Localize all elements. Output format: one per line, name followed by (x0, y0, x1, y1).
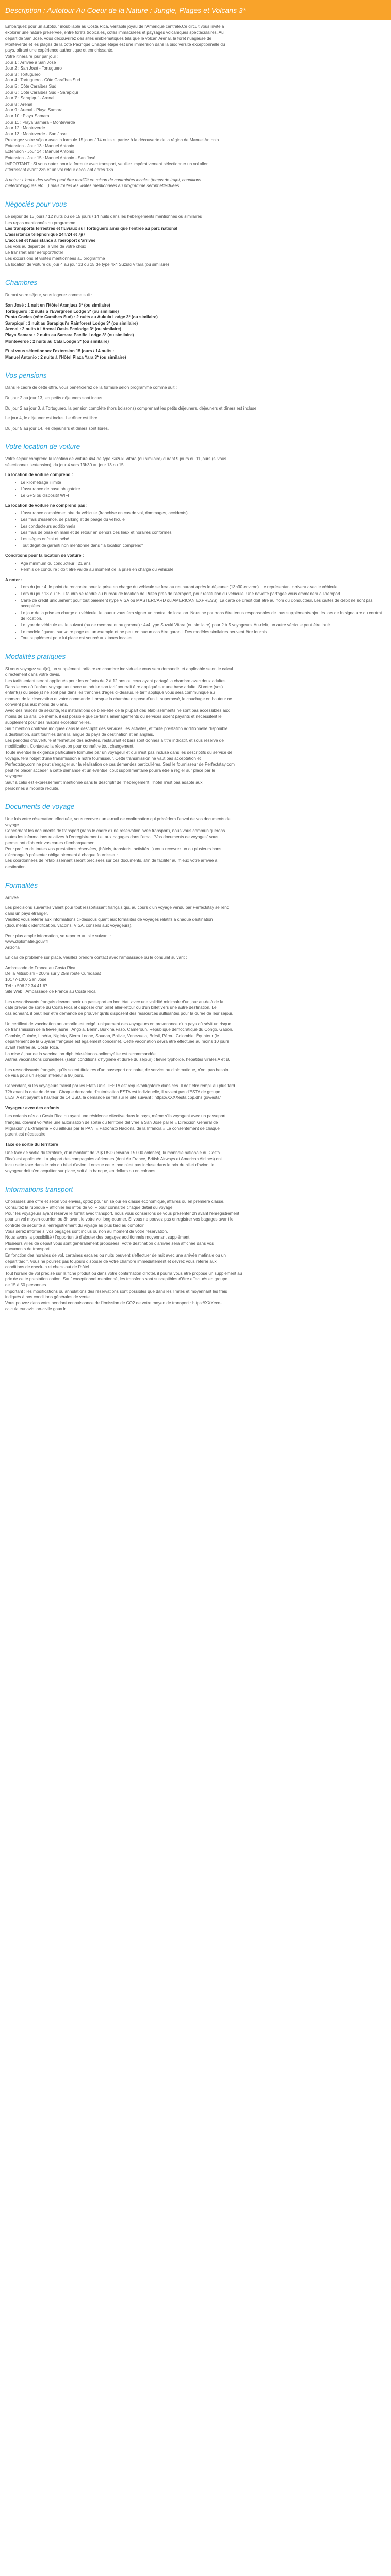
list-item: • Les sièges enfant et bébé (21, 536, 386, 543)
pension-text: Du jour 5 au jour 14, les déjeuners et dîners sont libres. (5, 426, 109, 431)
modalites-line: moins de 16 ans. De même, il est possible que certains aménagements ou services soient payants et nécessitent le (5, 714, 222, 719)
formalites-line: inclu cette taxe dans le prix du billet d'avion. Lorsque cette taxe n'est pas incluse dans le prix du billet d'avion, le (5, 1162, 215, 1167)
formalites-line: de transmission de la fièvre jaune : Angola, Bénin, Burkina Faso, Cameroun, République démocratique du Congo, Gabon, (5, 1027, 233, 1032)
itinerary-day: Jour 5 : Côte Caraïbes Sud (5, 83, 57, 89)
list-item: • Le GPS ou dispositif WIFI (21, 493, 386, 499)
docs-line: Une fois votre réservation effectuée, vous recevrez un e-mail de confirmation qui précédera l'envoi de vos documents de (5, 817, 231, 822)
docs-line: Pour profiter de toutes vos prestations réservées, (hôtels, transferts, activités...) vous recevrez un ou plusieurs bons (5, 846, 222, 852)
formalites-line: Les ressortissants français devront avoir un passeport en bon état, avec une validité minimale d'un jour au-delà de la (5, 999, 224, 1004)
chambres-block (5, 292, 386, 360)
transport-line: Pour les voyageurs ayant réservé le forfait avec transport, nous vous conseillons de vous présenter 2h avant l'enregistrement (5, 1211, 239, 1216)
section-title-inclus: Nègociés pour vous (5, 200, 67, 209)
formalites-line: Rica) est appliquée. La plupart des compagnies aériennes (dont Air France, British Airways et American Airlines) ont (5, 1156, 222, 1161)
inclus-item: Les transports terrestres et fluviaux sur Tortuguero ainsi que l'entrée au parc national (5, 226, 177, 231)
hotel-row: Tortuguero : 2 nuits à l'Evergreen Lodge 3* (ou similaire) (5, 309, 119, 314)
itinerary-day: Jour 11 : Playa Samara - Monteverde (5, 120, 75, 125)
extension-title: Et si vous sélectionnez l'extension 15 jours / 14 nuits : (5, 349, 115, 354)
modalites-line: Les tarifs enfant seront appliqués pour les enfants de 2 à 12 ans ou ceux ayant partagé la chambre avec deux adultes. (5, 678, 227, 683)
transport-line: Consultez la rubrique « affichier les infos de vol » pour connaître chaque détail du voyage. (5, 1205, 174, 1210)
intro-line: pays, offrant une expérience authentique et enrichissante. (5, 48, 114, 53)
voiture-inc-list (5, 480, 386, 499)
embassy-line: De la Mitsubishi - 200m sur y 25m route Curridabat (5, 971, 101, 976)
formalites-line: Une taxe de sortie du territoire, d'un montant de 29$ USD (environ 15 000 colones), la monnaie nationale du Costa (5, 1150, 220, 1156)
list-item: • Lors du jour 13 ou 15, il faudra se rendre au bureau de location de Ruteo près de l'aéroport, pour restitution du véhicule. Une navette partagée vous emmènera à l'aéroport. (21, 591, 386, 597)
transport-line: Tout horaire de vol précisé sur la fiche produit ou dans votre confirmation d'hôtel, il pourra vous être proposé un supplément au (5, 1270, 242, 1276)
formalites-line: Arizona (5, 945, 20, 950)
voiture-cond-list (5, 561, 386, 573)
modalites-block (5, 666, 386, 791)
exit-tax-title: Taxe de sortie du territoire (5, 1142, 58, 1147)
chambres-intro: Durant votre séjour, vous logerez comme suit : (5, 293, 92, 298)
modalites-line: Toute éventuelle exigence particulière formulée par un voyageur et qui n'est pas incluse dans les descriptifs du service de (5, 750, 233, 755)
important-note: IMPORTANT : Si vous optez pour la formule avec transport, veuillez impérativement sélectionner un vol aller (5, 161, 208, 166)
important-note: atterrissant avant 23h et un vol retour décollant après 13h. (5, 167, 115, 173)
transport-line: Vous pouvez dans votre pendant connaissance de l'émission de CO2 de votre moyen de transport : https://XXXeco- (5, 1300, 222, 1306)
list-item: • Carte de crédit uniquement pour tout paiement (type VISA ou MASTERCARD ou AMERICAN EXPRESS). La carte de crédit doit être au nom du conducteur. Les cartes de débit ne sont pas acceptées. (21, 598, 386, 609)
modalites-line: Les périodes d'ouverture et fermeture des activités, restaurant et bars sont donnés à titre indicatif, et sous réserve de (5, 738, 224, 743)
transport-block (5, 1199, 386, 1312)
pensions-block (5, 385, 386, 431)
inclus-item: L'assistance téléphonique 24h/24 et 7j/7 (5, 232, 86, 237)
voiture-cond-title: Conditions pour la location de voiture : (5, 553, 84, 558)
modalites-line: convient pas aux moins de 6 ans. (5, 702, 68, 707)
transport-line: pour un vol moyen-courrier, ou 3h avant le votre vol long-courrier. Si vous ne pouvez pas enregistrer vos bagages avant le (5, 1217, 234, 1222)
inclus-item: Le séjour de 13 jours / 12 nuits ou de 15 jours / 14 nuits dans les hébergements mentionnés ou similaires (5, 214, 202, 219)
formalites-line: dans un pays étranger. (5, 911, 48, 916)
modalites-line: moment de la réservation et votre commande. Lorsque la chambre dispose d'un lit superposé, le couchage en hauteur ne (5, 696, 232, 701)
intro-line: Monteverde et les plages de la côte Pacifique.Chaque étape est une immersion dans la biodiversité exceptionnelle du (5, 42, 225, 47)
extension-day: Extension - Jour 13 : Manuel Antonio (5, 143, 74, 148)
modalites-line: modification. Contactez la réception pour connaître tout changement. (5, 744, 135, 749)
extension-day: Extension - Jour 15 : Manuel Antonio - San José (5, 156, 96, 161)
itinerary-day: Jour 9 : Arenal - Playa Samara (5, 108, 63, 113)
docs-line: permettant d'obtenir vos cartes d'embarquement. (5, 840, 97, 845)
modalites-line: Perfectstay.com ne peut s'engager sur la réalisation de ces demandes particulières. Seul le fournisseur de Perfectstay.com (5, 762, 235, 767)
transport-line: documents de transport. (5, 1247, 51, 1252)
formalites-line: voyageur doit s'en acquitter sur place, soit à la banque, en dollars ou en colones. (5, 1168, 157, 1174)
section-title-documents: Documents de voyage (5, 803, 75, 811)
inclus-block (5, 214, 386, 267)
transport-line: contrôle de sécurité à l'enregistrement du voyage au plus tard au comptoir. (5, 1223, 145, 1228)
docs-line: destination. (5, 864, 27, 869)
list-item: • Les frais d'essence, de parking et de péage du véhicule (21, 517, 386, 523)
itinerary-day: Jour 8 : Arenal (5, 101, 32, 107)
list-item: • Age minimum du conducteur : 21 ans (21, 561, 386, 567)
embassy-line: Site Web : Ambassade de France au Costa Rica (5, 989, 96, 994)
modalites-line: supplément pour des raisons exceptionnelles. (5, 720, 91, 725)
formalites-line: Les précisions suivantes valent pour tout ressortissant français qui, au cours d'un voyage vendu par Perfectstay se rend (5, 905, 230, 910)
page-title: Description : Autotour Au Coeur de la Nature : Jungle, Plages et Volcans 3* (0, 0, 391, 20)
inclus-item: Les vols au départ de la ville de votre choix (5, 244, 86, 249)
formalites-line: département de la Guyane française est également concerné). Cette vaccination devra être effectuée au moins 10 jours (5, 1039, 230, 1044)
hotel-row: San José : 1 nuit en l'Hôtel Aranjuez 3* (ou similaire) (5, 302, 110, 308)
formalites-line: Autres vaccinations conseillées (selon conditions d'hygiène et durée du séjour) : fièvre typhoïde, hépatites virales A et B. (5, 1057, 230, 1062)
modalites-line: Sauf à celui est expressément mentionné dans le descriptif de l'hébergement, l'hôtel n'est pas adapté aux (5, 780, 203, 785)
modalites-line: Dans le cas où l'enfant voyage seul avec un adulte son tarif pourrait être appliqué sur une base adulte. Si votre (vos) (5, 684, 223, 689)
formalites-subtitle: Arrivee (5, 895, 19, 900)
section-title-chambres: Chambres (5, 279, 38, 287)
inclus-item: Les excursions et visites mentionnées au programme (5, 256, 105, 261)
formalites-block (5, 895, 386, 1174)
modalites-line: voyage, fera l'objet d'une transmission à notre fournisseur. Cette transmission ne vaut pas acceptation et (5, 756, 201, 761)
formalites-line: Pour plus ample information, se reporter au site suivant : (5, 933, 111, 938)
docs-line: Les coordonnées de l'établissement seront précisées sur ces documents, afin de faciliter au mieux votre arrivée à (5, 858, 218, 863)
inclus-item: Le transfert aller aéroport/hôtel (5, 250, 63, 255)
children-title: Voyageur avec des enfants (5, 1105, 59, 1110)
inclus-item: Les repas mentionnés au programme (5, 220, 76, 225)
list-item: • Les conducteurs additionnels (21, 523, 386, 530)
itinerary-day: Jour 7 : Sarapiquí - Arenal (5, 96, 55, 101)
voiture-note-title: A noter : (5, 577, 23, 582)
docs-line: d'échange à présenter obligatoirement à chaque fournisseur. (5, 852, 119, 857)
formalites-line: Veuillez vous référer aux informations ci-dessous quant aux formalités de voyages relatifs à chaque destination (5, 917, 213, 922)
formalites-line: Les ressortissants français, qu'ils soient titulaires d'un passeport ordinaire, de service ou diplomatique, n'ont pas besoin (5, 1067, 229, 1072)
formalites-line: Un certificat de vaccination antiamarile est exigé, uniquement des voyageurs en provenance d'un pays où sévit un risque (5, 1021, 232, 1026)
extension-day: Extension - Jour 14 : Manuel Antonio (5, 149, 74, 155)
hotel-row: Playa Samara : 2 nuits au Samara Pacific Lodge 3* (ou similaire) (5, 332, 134, 337)
content (0, 24, 391, 1323)
hotel-row: Sarapiquí : 1 nuit au Sarapiquí's Rainforest Lodge 3* (ou similaire) (5, 320, 138, 326)
section-title-formalites: Formalités (5, 881, 38, 889)
itinerary-day: Jour 1 : Arrivée à San José (5, 60, 56, 65)
embassy-line: Tél : +506 22 34 41 67 (5, 983, 48, 988)
formalites-line: L'ESTA est payant à hauteur de 14 USD, la demande se fait sur le site suivant : https://XXXXesta.cbp.dhs.gov/esta/ (5, 1095, 221, 1100)
embassy-line: Ambassade de France au Costa Rica (5, 965, 76, 970)
itinerary-day: Jour 3 : Tortuguero (5, 72, 41, 77)
formalites-line: (documents d'identification, vaccins, VISA, conseils aux voyageurs). (5, 923, 133, 928)
voiture-note-list (5, 584, 386, 641)
formalites-line: Migración y Extranjería » ou ailleurs par le PANI « Patronato Nacional de la Infancia » Le consentement de chaque (5, 1126, 220, 1131)
voiture-exc-title: La location de voiture ne comprend pas : (5, 503, 88, 508)
formalites-line: 72h avant la date de départ. Chaque demande d'autorisation ESTA est individuelle, il revient pas d'ESTA de groupe. (5, 1089, 222, 1094)
list-item: • Lors du jour 4, le point de rencontre pour la prise en charge du véhicule se fera au restaurant après le déjeuner (13h30 environ). Le représentant arrivera avec le véhicule. (21, 584, 386, 590)
modalites-line: peut ne placer accéder à cette demande et un éventuel coût supplémentaire pourra être à régler sur place par le (5, 768, 215, 773)
itinerary-day: Jour 6 : Côte Caraïbes Sud - Sarapiquí (5, 90, 78, 95)
hotel-row: Arenal : 2 nuits à l'Arenal Oasis Ecolodge 3* (ou similaire) (5, 327, 121, 332)
list-item: • L'assurance complémentaire du véhicule (franchise en cas de vol, dommages, accidents). (21, 510, 386, 516)
transport-line: départ tardif. Vous ne pourrez pas toujours disposer de votre chambre immédiatement et devrez vous référer aux (5, 1259, 217, 1264)
list-item: • Le type de véhicule est le suivant (ou de membre et ou gamme) : 4x4 type Suzuki Vitara (ou similaire) pour 2 à 5 voyageurs. Au-delà, un autre véhicule peut être loué. (21, 622, 386, 629)
voiture-text: Votre séjour comprend la location de voiture 4x4 de type Suzuki Vitara (ou similaire) durant 9 jours ou 11 jours (si vous (5, 456, 226, 462)
list-item: • Permis de conduire : doit être valide au moment de la prise en charge du véhicule (21, 567, 386, 573)
itinerary-day: Jour 13 : Monteverde - San Jose (5, 131, 67, 137)
formalites-line: avant l'entrée au Costa Rica. (5, 1045, 59, 1050)
formalites-line: français, doivent voir/être une autorisation de sortie du territoire délivrée à San José par le « Dirección General de (5, 1120, 218, 1125)
pension-text: Dans le cadre de cette offre, vous bénéficierez de la formule selon programme comme suit : (5, 385, 177, 391)
list-item: • Tout supplément pour lui place est sourcé aux taxes locales. (21, 635, 386, 641)
extension-intro: Prolongez votre séjour avec la formule 15 jours / 14 nuits et partez à la découverte de la région de Manuel Antonio. (5, 138, 220, 143)
itinerary-day: Jour 4 : Tortuguero - Côte Caraïbes Sud (5, 78, 80, 83)
hotel-row: Manuel Antonio : 2 nuits à l'Hôtel Plaza Yara 3* (ou similaire) (5, 354, 126, 360)
transport-line: En fonction des horaires de vol, certaines escales ou nuits peuvent s'effectuer de nuit avec une arrivée matinale ou un (5, 1253, 226, 1258)
docs-line: voyage. (5, 822, 20, 827)
itinerary-day: Jour 10 : Playa Samara (5, 113, 50, 118)
formalites-line: parent est nécessaire. (5, 1132, 47, 1137)
modalites-line: voyageur. (5, 774, 24, 779)
list-item: • Le modèle figurant sur votre page est un exemple et ne peut en aucun cas être garanti. Des modèles similaires peuvent être fournis. (21, 629, 386, 635)
co2-link[interactable]: calculateur.aviation-civile.gouv.fr (5, 1307, 66, 1312)
voiture-text: sélectionnez l'extension), du jour 4 vers 13h30 au jour 13 ou 15. (5, 462, 125, 467)
modalites-line: personnes à mobilité réduite. (5, 786, 60, 791)
section-title-voiture: Votre location de voiture (5, 443, 80, 451)
transport-line: conditions de check-in et check-out de l'hôtel. (5, 1265, 90, 1270)
order-note: météorologiques etc ...) mais toutes les visites mentionnées au programme seront effectuées. (5, 183, 181, 189)
pension-text: Du jour 2 au jour 13, les petits déjeuners sont inclus. (5, 395, 104, 400)
order-note: A noter : L'ordre des visites peut être modifié en raison de contraintes locales (temps de trajet, conditions (5, 177, 201, 182)
transport-line: Choisissez une offre et selon vos envies, optez pour un séjour en classe économique, affaires ou en première classe. (5, 1199, 225, 1204)
list-item: • L'assurance de base obligatoire (21, 486, 386, 493)
modalites-line: Sauf mention contraire indiquée dans le descriptif des services, les activités, et toute prestation additionnelle disponible (5, 726, 228, 731)
section-title-transport: Informations transport (5, 1185, 73, 1193)
inclus-item: La location de voiture du jour 4 au jour 13 ou 15 de type 4x4 Suzuki Vitara (ou similaire) (5, 262, 169, 267)
documents-block (5, 816, 386, 870)
formalites-line: Gambie, Guinée, Libéria, Nigéria, Sierra Leone, Soudan, Bolivie, Venezuela, Brésil, Pérou, Colombie, Équateur (le (5, 1033, 219, 1038)
transport-line: Important : les modifications ou annulations des réservations sont possibles que dans les limites et moyennant les frais (5, 1289, 227, 1294)
transport-line: de 15 à 50 personnes. (5, 1283, 47, 1287)
formalites-line: de visa pour un séjour inférieur à 90 jours. (5, 1073, 84, 1078)
intro-line: explorer une nature préservée, entre forêts tropicales, côtes immaculées et paysages volcaniques spectaculaires. Au (5, 30, 224, 35)
modalites-line: Si vous voyagez seul(e), un supplément tarifaire en chambre individuelle vous sera demandé, et applicable selon le calcul (5, 666, 233, 671)
formalites-line: date prévue de sortie du Costa Rica et disposer d'un billet aller-retour ou d'un billet vers une autre destination. Le (5, 1005, 217, 1010)
hotel-row: Monteverde : 2 nuits au Cala Lodge 3* (ou similaire) (5, 338, 109, 344)
itinerary-day: Jour 12 : Monteverde (5, 126, 45, 131)
itinerary-day: Jour 2 : San José - Tortuguero (5, 66, 62, 71)
transport-line: Plusieurs villes de départ vous sont généralement proposées. Votre destination d'arrivée sera affichée dans vos (5, 1241, 214, 1246)
list-item: • Les frais de prise en main et de retour en dehors des lieux et horaires conformes (21, 530, 386, 536)
list-item: • Le jour de la prise en charge du véhicule, le loueur vous fera signer un contrat de location. Nous ne pourrons être tenus responsables de tous suppléments ajoutés lors de la signature du contrat de location. (21, 610, 386, 622)
pension-text: Du jour 2 au jour 3, à Tortuguero, la pension complète (hors boissons) comprenant les petits déjeuners, déjeuners et dîners est incluse. (5, 405, 258, 411)
modalites-line: à destination, sont fournies dans la langue du pays de destination et en anglais. (5, 732, 154, 737)
intro-line: Embarquez pour un autotour inoubliable au Costa Rica, véritable joyau de l'Amérique centrale.Ce circuit vous invite à (5, 24, 224, 29)
modalites-line: directement dans votre devis. (5, 672, 60, 677)
formalites-line: En cas de problème sur place, veuillez prendre contact avec l'ambassade ou le consulat suivant : (5, 955, 187, 960)
transport-line: Nous avons la possibilité / l'opportunité d'ajouter des bagages additionnels moyennant supplément. (5, 1235, 191, 1240)
docs-line: toutes les informations relatives à l'enregistrement et aux bagages dans l'email "Vos documents de voyages" vous (5, 834, 219, 839)
transport-line: indiqués à nos conditions générales de vente. (5, 1295, 91, 1300)
docs-line: Concernant les documents de transport (dans le cadre d'une réservation avec transport), nous vous communiquerons (5, 828, 225, 834)
voiture-exc-list (5, 510, 386, 549)
voiture-inc-title: La location de voiture comprend : (5, 472, 73, 478)
formalites-line: Les enfants nés au Costa Rica ou ayant une résidence effective dans le pays, même s'ils voyagent avec un passeport (5, 1114, 226, 1119)
itinerary-title: Votre itinéraire jour par jour : (5, 54, 59, 59)
section-title-modalites: Modalités pratiques (5, 652, 66, 660)
list-item: • Tout dégât de garanti non mentionné dans "la location comprend" (21, 543, 386, 549)
embassy-line: 10177-1000 San José (5, 977, 47, 982)
modalites-line: Avec des raisons de sécurité, les installations de bien-être de la plupart des établissements ne sont pas accessibles aux (5, 708, 230, 713)
formalites-line: cas échéant, il peut leur être demandé de prouver qu'ils disposent des ressources suffisantes pour la durée de leur séjour. (5, 1011, 233, 1016)
transport-line: Vous serez informé si vos bagages sont inclus ou non au moment de votre réservation. (5, 1229, 168, 1234)
section-title-pensions: Vos pensions (5, 371, 47, 380)
pension-text: Le jour 4, le déjeuner est inclus. Le dîner est libre. (5, 416, 99, 421)
formalites-line: Cependant, si les voyageurs transit par les Etats Unis, l'ESTA est requis/obligatoire dans ces. Il doit être rempli au plus tard (5, 1083, 235, 1088)
transport-line: prix de cette prestation option. Sauf exceptionnel mentionné, les transferts sont susceptibles d'être effectués en groupe (5, 1277, 228, 1282)
diplomatie-link[interactable]: www.diplomatie.gouv.fr (5, 939, 48, 944)
list-item: • Le kilométrage illimité (21, 480, 386, 486)
formalites-line: La mise à jour de la vaccination diphtérie-tétanos-poliomyélite est recommandée. (5, 1051, 157, 1056)
hotel-row: Punta Cocles (côte Caraïbes Sud) : 2 nuits au Aukula Lodge 3* (ou similaire) (5, 315, 158, 320)
intro-line: départ de San José, vous découvrirez des sites emblématiques tels que le volcan Arenal, la forêt nuageuse de (5, 36, 212, 41)
inclus-item: L'accueil et l'assistance à l'aéroport d'arrivée (5, 238, 96, 243)
voiture-block (5, 456, 386, 641)
intro-block (5, 24, 386, 189)
modalites-line: enfant(s) ou bébé(s) ne sont pas dans les tranches d'âges ci-dessus, le tarif appliqué vous sera communiqué au (5, 690, 215, 696)
